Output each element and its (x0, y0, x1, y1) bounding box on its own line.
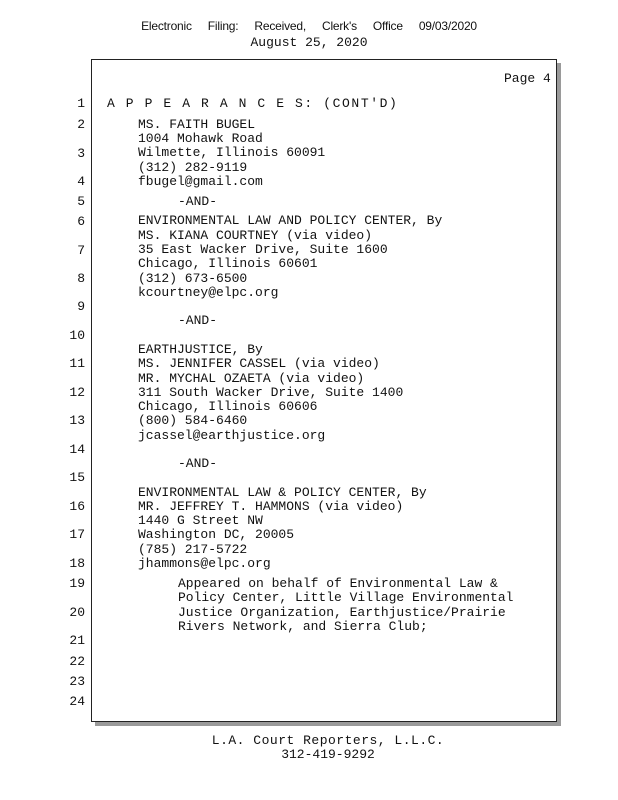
address-line: Washington DC, 20005 (138, 527, 295, 542)
attorney-name: MR. JEFFREY T. HAMMONS (via video) (138, 499, 404, 514)
line-number: 5 (77, 194, 85, 209)
email-line: fbugel@gmail.com (138, 174, 263, 189)
phone-line: (312) 673-6500 (138, 271, 248, 286)
organization-line: ENVIRONMENTAL LAW & POLICY CENTER, By (138, 485, 427, 500)
stamp-word: Clerk's (321, 19, 357, 33)
line-number: 7 (77, 243, 85, 258)
line-number: 20 (69, 605, 85, 620)
and-separator: -AND- (178, 456, 218, 471)
organization-line: ENVIRONMENTAL LAW AND POLICY CENTER, By (138, 213, 443, 228)
address-line: 1440 G Street NW (138, 513, 263, 528)
and-separator: -AND- (178, 194, 218, 209)
reporter-phone: 312-419-9292 (281, 747, 375, 762)
line-number: 11 (69, 356, 85, 371)
email-line: jcassel@earthjustice.org (138, 428, 326, 443)
stamp-word: Received, (254, 19, 306, 33)
line-number: 16 (69, 499, 85, 514)
reporter-company: L.A. Court Reporters, L.L.C. (211, 733, 445, 748)
email-line: kcourtney@elpc.org (138, 285, 279, 300)
address-line: 1004 Mohawk Road (138, 131, 263, 146)
phone-line: (312) 282-9119 (138, 160, 248, 175)
phone-line: (800) 584-6460 (138, 413, 248, 428)
attorney-name: MS. FAITH BUGEL (138, 117, 256, 132)
line-number: 6 (77, 214, 85, 229)
appearances-heading: A P P E A R A N C E S: (CONT'D) (107, 96, 399, 111)
address-line: 311 South Wacker Drive, Suite 1400 (138, 385, 404, 400)
document-date: August 25, 2020 (250, 35, 368, 50)
line-number: 4 (77, 174, 85, 189)
address-line: Chicago, Illinois 60601 (138, 256, 318, 271)
attorney-name: MS. JENNIFER CASSEL (via video) (138, 356, 380, 371)
representation-line: Rivers Network, and Sierra Club; (178, 619, 428, 634)
filing-stamp (0, 19, 618, 33)
line-number: 3 (77, 146, 85, 161)
organization-line: EARTHJUSTICE, By (138, 342, 263, 357)
stamp-word: Office (372, 19, 403, 33)
line-number: 9 (77, 299, 85, 314)
page-number: Page 4 (504, 71, 551, 86)
line-number: 10 (69, 328, 85, 343)
line-number: 24 (69, 694, 85, 709)
representation-line: Policy Center, Little Village Environmental (178, 590, 514, 605)
line-number: 1 (77, 96, 85, 111)
line-number: 13 (69, 413, 85, 428)
attorney-name: MS. KIANA COURTNEY (via video) (138, 228, 373, 243)
line-number: 12 (69, 385, 85, 400)
representation-line: Appeared on behalf of Environmental Law & (178, 576, 498, 591)
address-line: Chicago, Illinois 60606 (138, 399, 318, 414)
stamp-word: Filing: (207, 19, 239, 33)
line-number: 18 (69, 556, 85, 571)
line-number: 2 (77, 117, 85, 132)
line-number: 23 (69, 674, 85, 689)
line-number: 19 (69, 576, 85, 591)
attorney-name: MR. MYCHAL OZAETA (via video) (138, 371, 365, 386)
stamp-word: 09/03/2020 (418, 19, 477, 33)
address-line: 35 East Wacker Drive, Suite 1600 (138, 242, 388, 257)
phone-line: (785) 217-5722 (138, 542, 248, 557)
line-number: 8 (77, 271, 85, 286)
line-number: 14 (69, 442, 85, 457)
line-number: 17 (69, 527, 85, 542)
email-line: jhammons@elpc.org (138, 556, 271, 571)
and-separator: -AND- (178, 313, 218, 328)
line-number: 15 (69, 470, 85, 485)
address-line: Wilmette, Illinois 60091 (138, 145, 326, 160)
line-number: 22 (69, 654, 85, 669)
stamp-word: Electronic (141, 19, 192, 33)
representation-line: Justice Organization, Earthjustice/Prairie (178, 605, 506, 620)
line-number: 21 (69, 633, 85, 648)
